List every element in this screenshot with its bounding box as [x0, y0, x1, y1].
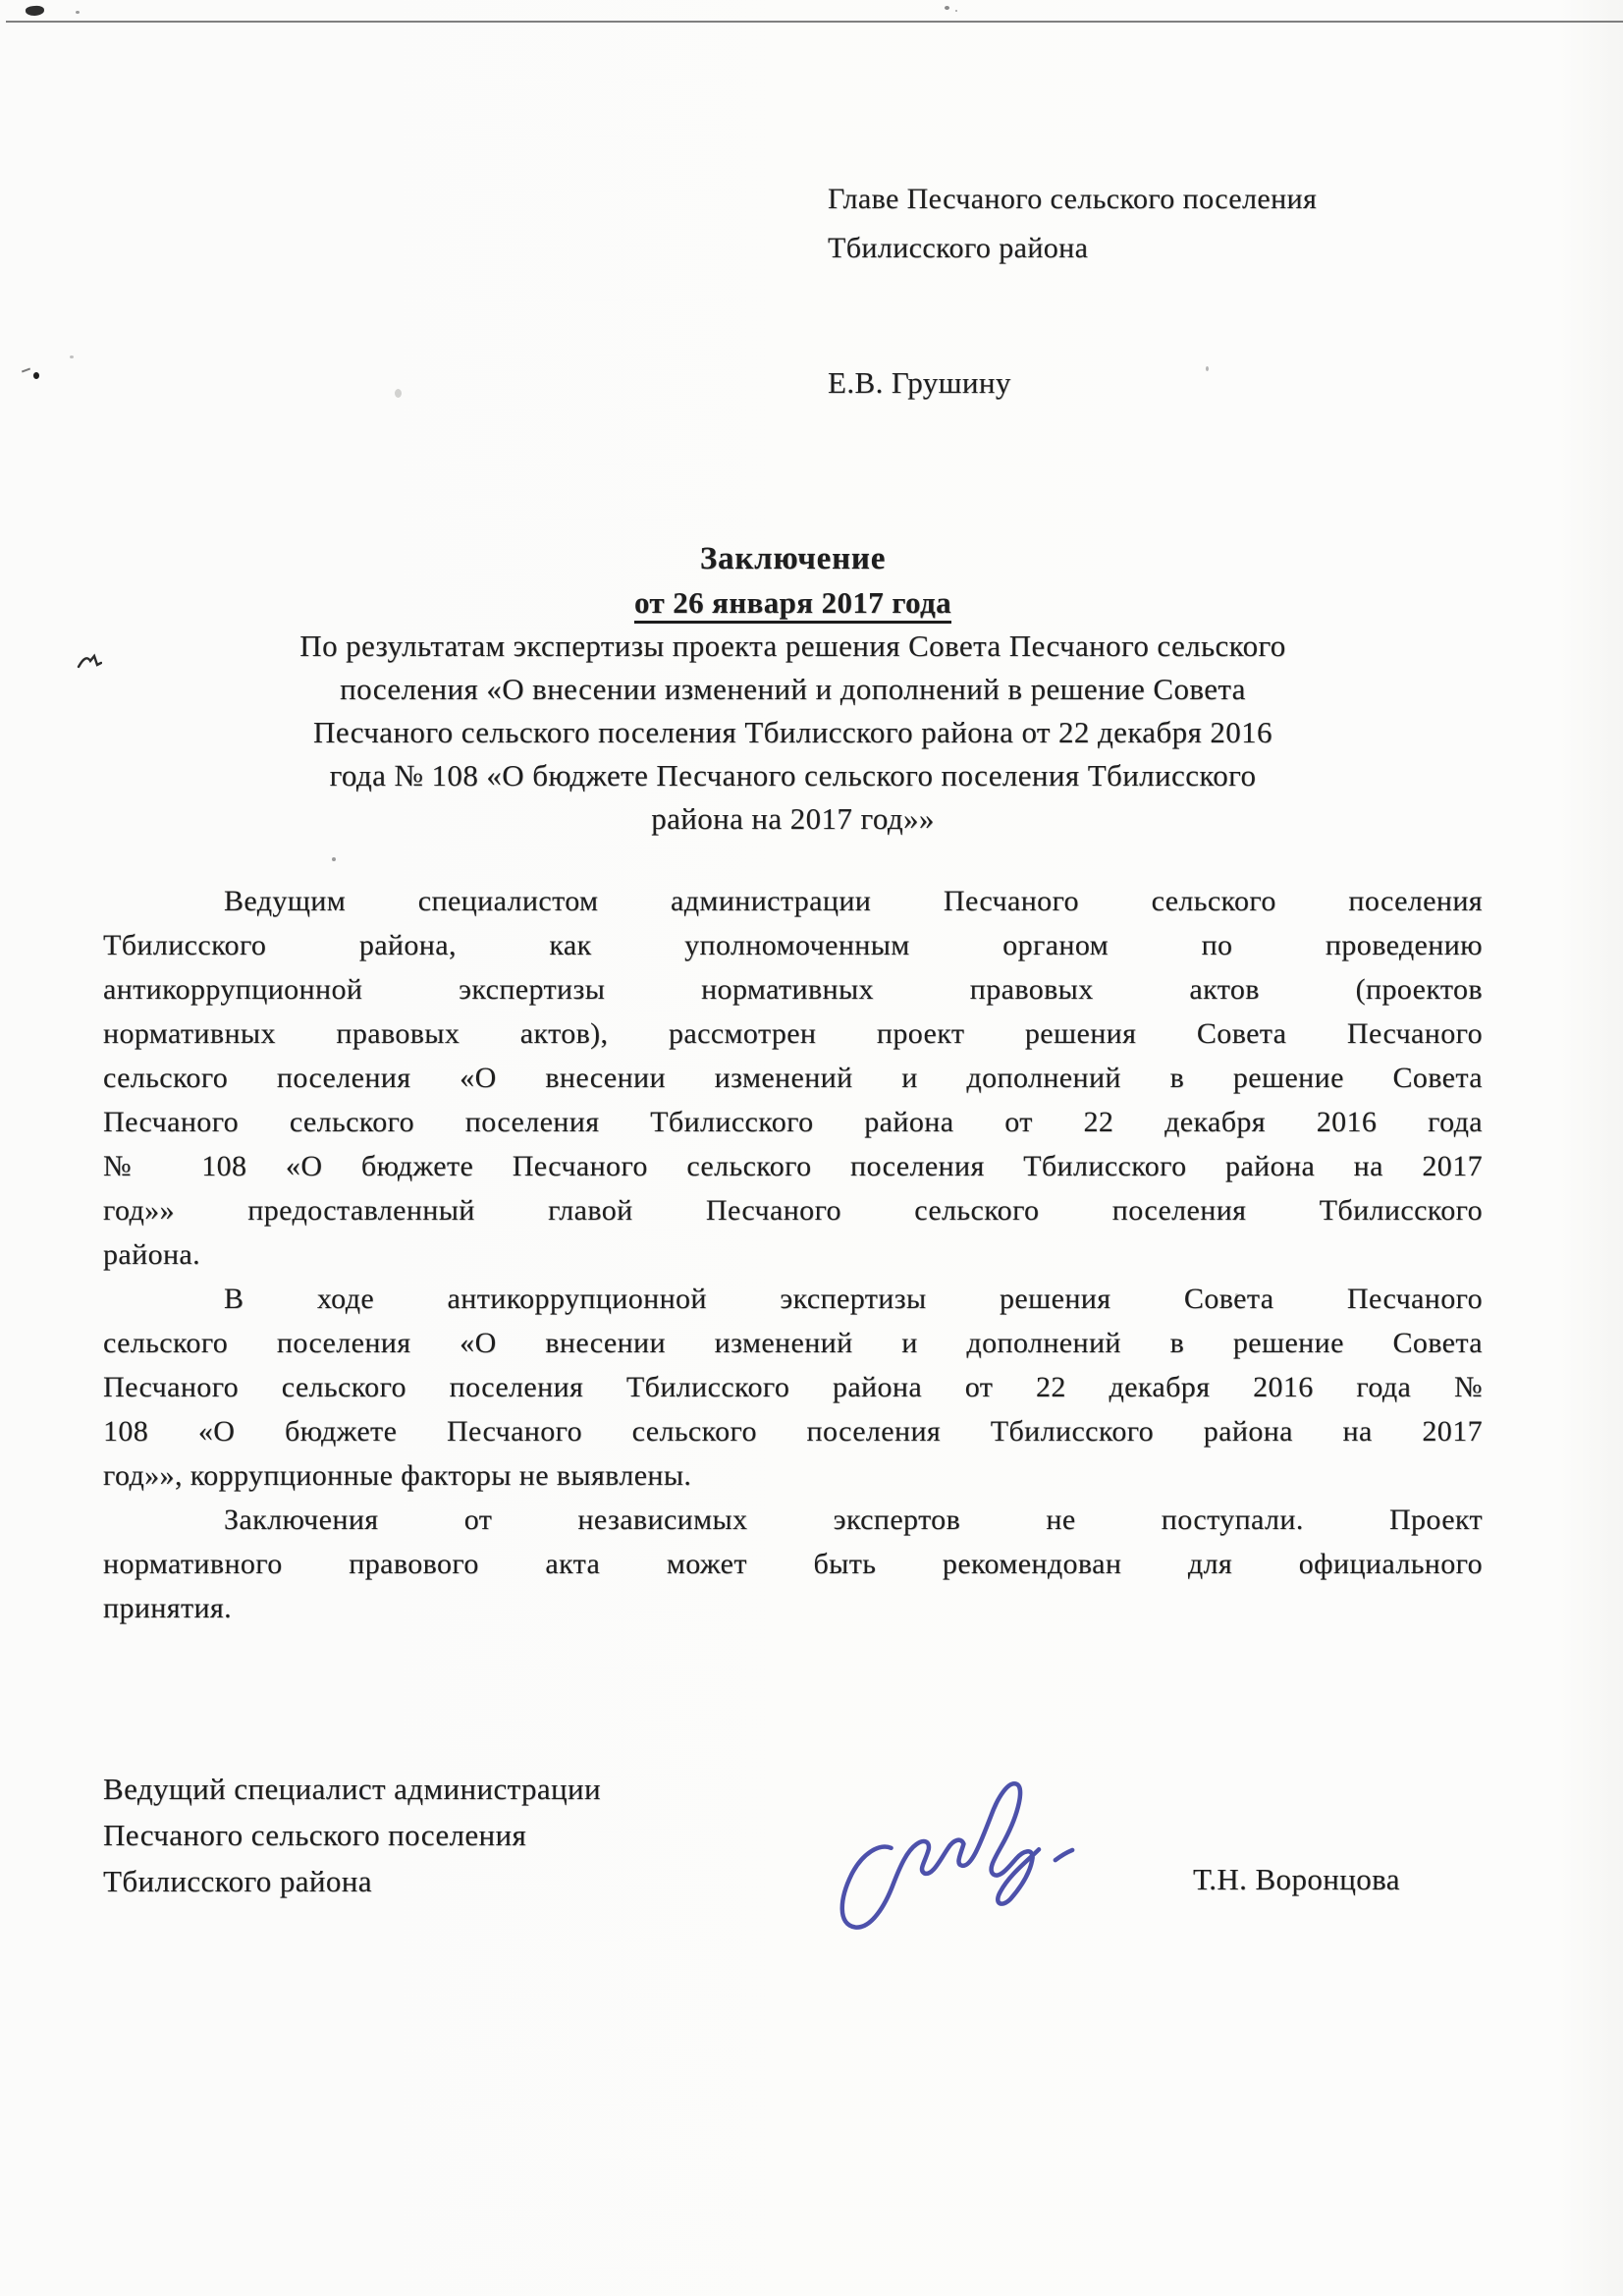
- scan-blob: [26, 6, 44, 17]
- body-paragraph-3: [103, 1498, 1483, 1630]
- document-title: Заключение: [699, 541, 887, 576]
- body-line: год»», коррупционные факторы не выявлены.: [103, 1459, 692, 1492]
- body-line: 108 «О бюджете Песчаного сельского поселения Тбилисского района на 2017: [103, 1415, 1483, 1448]
- scan-speck: [22, 368, 30, 373]
- signer-position-block: [103, 1766, 790, 1904]
- scan-speck: [945, 6, 949, 10]
- recipient-name: Е.В. Грушину: [828, 365, 1011, 400]
- body-line: В ходе антикоррупционной экспертизы решения Совета Песчаного: [224, 1283, 1483, 1315]
- body-line: района.: [103, 1238, 201, 1271]
- signer-position-line: Тбилисского района: [103, 1864, 372, 1898]
- body-line: № 108 «О бюджете Песчаного сельского поселения Тбилисского района на 2017: [103, 1150, 1483, 1182]
- body-line: сельского поселения «О внесении изменений и дополнений в решение Совета: [103, 1327, 1483, 1359]
- body-paragraph-2: [103, 1277, 1483, 1498]
- body-line: Ведущим специалистом администрации Песчаного сельского поселения: [224, 885, 1483, 917]
- body-line: антикоррупционной экспертизы нормативных правовых актов (проектов: [103, 973, 1483, 1006]
- document-date-line: [103, 581, 1483, 625]
- body-line: Тбилисского района, как уполномоченным органом по проведению: [103, 929, 1483, 961]
- title-subject-line: Песчаного сельского поселения Тбилисского района от 22 декабря 2016: [313, 715, 1272, 749]
- signer-name: Т.Н. Воронцова: [1193, 1862, 1400, 1896]
- body-line: год»» предоставленный главой Песчаного сельского поселения Тбилисского: [103, 1194, 1483, 1227]
- body-line: сельского поселения «О внесении изменений и дополнений в решение Совета: [103, 1062, 1483, 1094]
- recipient-line-2: Тбилисского района: [828, 232, 1089, 264]
- body-line: Заключения от независимых экспертов не поступали. Проект: [224, 1503, 1483, 1536]
- scan-speck: [33, 372, 39, 379]
- scan-speck: [70, 355, 74, 358]
- recipient-line-1: Главе Песчаного сельского поселения: [828, 183, 1318, 215]
- scan-speck: [1206, 366, 1209, 371]
- scan-speck: [955, 10, 957, 12]
- title-block: [103, 536, 1483, 841]
- scan-speck: [395, 389, 402, 398]
- body-line: принятия.: [103, 1592, 233, 1624]
- signer-position-line: Песчаного сельского поселения: [103, 1818, 527, 1852]
- title-subject-line: поселения «О внесении изменений и дополнений в решение Совета: [340, 672, 1246, 706]
- body-line: Песчаного сельского поселения Тбилисского района от 22 декабря 2016 года: [103, 1106, 1483, 1138]
- scan-squiggle: [77, 652, 102, 672]
- signer-position-line: Ведущий специалист администрации: [103, 1772, 601, 1806]
- title-subject-line: года № 108 «О бюджете Песчаного сельского поселения Тбилисского: [329, 758, 1257, 793]
- title-subject-line: района на 2017 год»»: [651, 801, 935, 836]
- body-paragraph-1: [103, 879, 1483, 1277]
- scan-speck: [332, 857, 336, 861]
- title-subject-line: По результатам экспертизы проекта решения Совета Песчаного сельского: [299, 629, 1286, 663]
- body-line: Песчаного сельского поселения Тбилисского района от 22 декабря 2016 года №: [103, 1371, 1483, 1403]
- body-line: нормативных правовых актов), рассмотрен проект решения Совета Песчаного: [103, 1017, 1483, 1050]
- body-line: нормативного правового акта может быть рекомендован для официального: [103, 1548, 1483, 1580]
- document-date-underlined: от 26 января 2017 года: [634, 585, 951, 624]
- recipient-block: [828, 175, 1515, 273]
- scan-speck: [76, 11, 80, 14]
- scan-edge-line: [6, 21, 1623, 23]
- handwritten-signature: [800, 1744, 1088, 1959]
